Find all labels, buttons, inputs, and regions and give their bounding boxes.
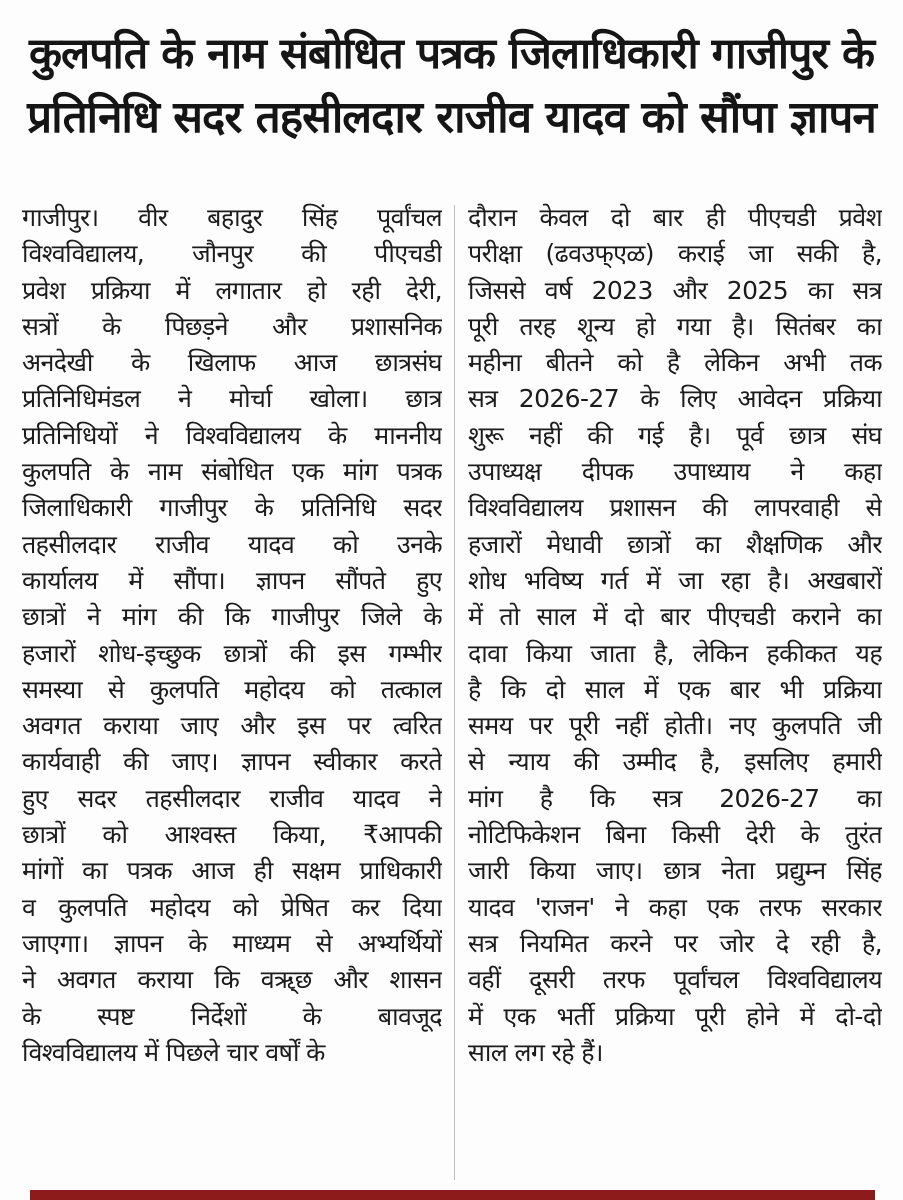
headline-line-2: प्रतिनिधि सदर तहसीलदार राजीव यादव को सौंपा ज्ञापन bbox=[27, 92, 876, 143]
article-line: विश्वविद्यालय प्रशासन की लापरवाही से bbox=[468, 493, 882, 523]
article-line: समस्या से कुलपति महोदय को तत्काल bbox=[22, 674, 442, 704]
article-column-right bbox=[468, 200, 882, 1071]
article-line: नोटिफिकेशन बिना किसी देरी के तुरंत bbox=[468, 820, 882, 850]
article-line: सत्र 2026-27 के लिए आवेदन प्रक्रिया bbox=[468, 384, 882, 414]
article-line: गाजीपुर। वीर बहादुर सिंह पूर्वांचल bbox=[22, 203, 442, 232]
article-line: से न्याय की उम्मीद है, इसलिए हमारी bbox=[468, 747, 882, 777]
article-line: मांगों का पत्रक आज ही सक्षम प्राधिकारी bbox=[22, 856, 442, 886]
article-line: छात्रों ने मांग की कि गाजीपुर जिले के bbox=[22, 602, 442, 632]
article-line: विश्वविद्यालय, जौनपुर की पीएचडी bbox=[22, 239, 442, 269]
article-line: कार्यालय में सौंपा। ज्ञापन सौंपते हुए bbox=[22, 565, 442, 595]
article-line: में तो साल में दो बार पीएचडी कराने का bbox=[468, 602, 882, 632]
article-line: वहीं दूसरी तरफ पूर्वांचल विश्वविद्यालय bbox=[468, 965, 882, 995]
article-line: यादव 'राजन' ने कहा एक तरफ सरकार bbox=[468, 892, 882, 922]
article-line: कुलपति के नाम संबोधित एक मांग पत्रक bbox=[22, 457, 442, 487]
article-line: दावा किया जाता है, लेकिन हकीकत यह bbox=[468, 638, 882, 668]
article-line: जिससे वर्ष 2023 और 2025 का सत्र bbox=[468, 275, 882, 305]
article-line: ने अवगत कराया कि वऋ्छ और शासन bbox=[22, 965, 442, 995]
column-divider bbox=[454, 205, 455, 1180]
article-line: शोध भविष्य गर्त में जा रहा है। अखबारों bbox=[468, 565, 882, 595]
article-line: हुए सदर तहसीलदार राजीव यादव ने bbox=[22, 783, 442, 813]
article-line: महीना बीतने को है लेकिन अभी तक bbox=[468, 348, 882, 378]
article-line: विश्वविद्यालय में पिछले चार वर्षों के bbox=[22, 1037, 325, 1067]
headline bbox=[20, 22, 883, 150]
article-line: जारी किया जाए। छात्र नेता प्रद्युम्न सिंह bbox=[468, 856, 882, 886]
article-line: अनदेखी के खिलाफ आज छात्रसंघ bbox=[22, 348, 442, 378]
article-line: प्रतिनिधिमंडल ने मोर्चा खोला। छात्र bbox=[22, 384, 442, 414]
article-line: सत्र नियमित करने पर जोर दे रही है, bbox=[468, 928, 882, 958]
article-line: दौरान केवल दो बार ही पीएचडी प्रवेश bbox=[468, 203, 882, 232]
article-line: प्रवेश प्रक्रिया में लगातार हो रही देरी, bbox=[22, 275, 442, 305]
article-line: साल लग रहे हैं। bbox=[468, 1037, 603, 1067]
article-line: जिलाधिकारी गाजीपुर के प्रतिनिधि सदर bbox=[22, 493, 442, 523]
article-line: पूरी तरह शून्य हो गया है। सितंबर का bbox=[468, 311, 882, 341]
article-line: उपाध्यक्ष दीपक उपाध्याय ने कहा bbox=[468, 457, 882, 487]
bottom-color-band bbox=[30, 1190, 875, 1200]
article-line: तहसीलदार राजीव यादव को उनके bbox=[22, 529, 442, 559]
article-line: है कि दो साल में एक बार भी प्रक्रिया bbox=[468, 674, 882, 704]
article-line: जाएगा। ज्ञापन के माध्यम से अभ्यर्थियों bbox=[22, 928, 442, 958]
article-line: के स्पष्ट निर्देशों के बावजूद bbox=[22, 1001, 442, 1031]
article-line: कार्यवाही की जाए। ज्ञापन स्वीकार करते bbox=[22, 747, 442, 777]
article-line: हजारों शोध-इच्छुक छात्रों की इस गम्भीर bbox=[22, 638, 442, 668]
article-line: सत्रों के पिछड़ने और प्रशासनिक bbox=[22, 311, 442, 341]
article-line: व कुलपति महोदय को प्रेषित कर दिया bbox=[22, 892, 442, 922]
article-line: प्रतिनिधियों ने विश्वविद्यालय के माननीय bbox=[22, 420, 442, 450]
article-line: में एक भर्ती प्रक्रिया पूरी होने में दो-दो bbox=[468, 1001, 882, 1031]
article-column-left bbox=[22, 200, 442, 1071]
article-line: छात्रों को आश्वस्त किया, ₹आपकी bbox=[22, 820, 442, 850]
article-line: शुरू नहीं की गई है। पूर्व छात्र संघ bbox=[468, 420, 882, 450]
article-line: हजारों मेधावी छात्रों का शैक्षणिक और bbox=[468, 529, 882, 559]
article-line: अवगत कराया जाए और इस पर त्वरित bbox=[22, 711, 442, 741]
article-line: परीक्षा (ढवउफ्एळ) कराई जा सकी है, bbox=[468, 239, 882, 269]
article-line: समय पर पूरी नहीं होती। नए कुलपति जी bbox=[468, 711, 882, 741]
headline-line-1: कुलपति के नाम संबोधित पत्रक जिलाधिकारी गाजीपुर के bbox=[28, 29, 875, 79]
article-line: मांग है कि सत्र 2026-27 का bbox=[468, 783, 882, 813]
